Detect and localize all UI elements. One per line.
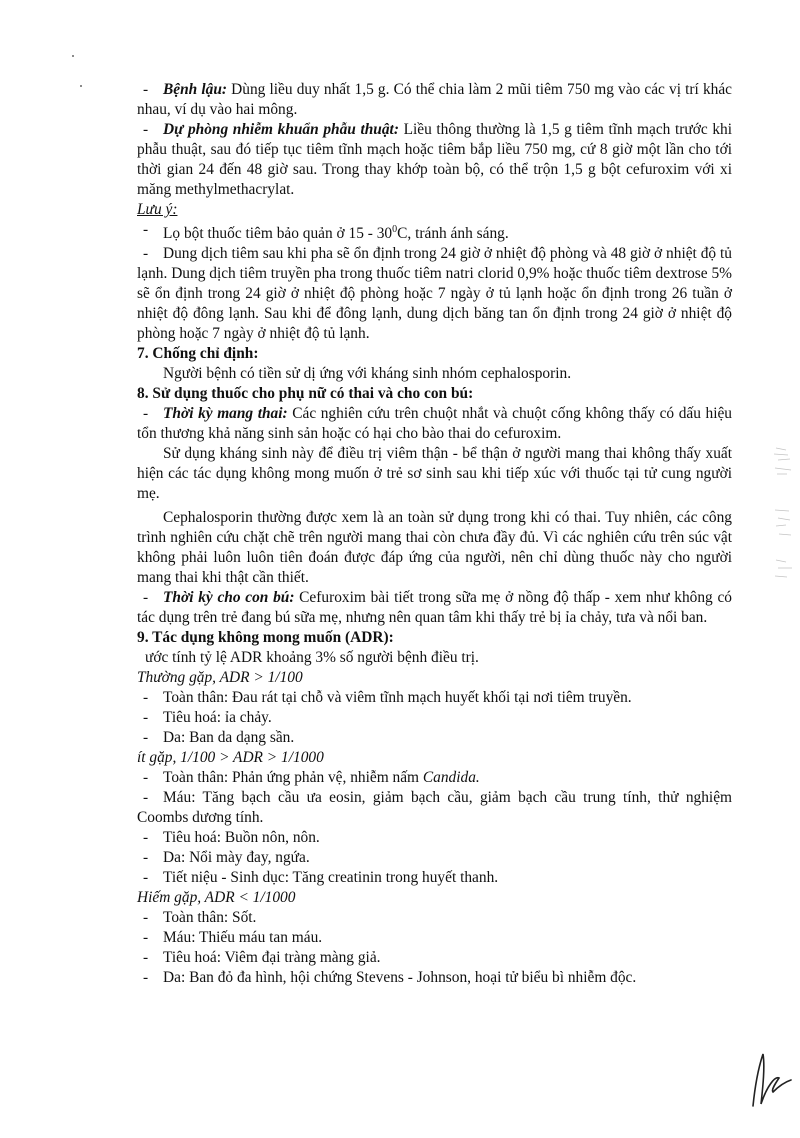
section-8-heading: 8. Sử dụng thuốc cho phụ nữ có thai và cho con bú: <box>137 385 474 403</box>
document-body <box>137 80 732 988</box>
bullet-dash: - <box>143 709 149 727</box>
adr-item <box>137 948 732 968</box>
adr-item-text: Toàn thân: Đau rát tại chỗ và viêm tĩnh mạch huyết khối tại nơi tiêm truyền. <box>163 689 632 707</box>
pregnancy-para-2: Sử dụng kháng sinh này để điều trị viêm thận - bể thận ở người mang thai không thấy xuất hiện các tác dụng không mong muốn ở trẻ sơ sinh sau khi tiếp xúc với thuốc tại tử cung người mẹ. <box>137 445 732 503</box>
note-stability-text: Dung dịch tiêm sau khi pha sẽ ổn định trong 24 giờ ở nhiệt độ phòng và 48 giờ ở nhiệt độ tủ lạnh. Dung dịch tiêm truyền pha trong thuốc tiêm natri clorid 0,9% hoặc thuốc tiêm dextrose 5% sẽ ổn định trong 24 giờ ở nhiệt độ phòng hoặc 7 ngày ở tủ lạnh hoặc ổn định trong 26 tuần ở nhiệt độ đông lạnh. Sau khi để đông lạnh, dung dịch băng tan ổn định trong 24 giờ ở nhiệt độ phòng hoặc 7 ngày ở nhiệt độ tủ lạnh. <box>137 245 732 343</box>
adr-item-text: Tiêu hoá: ỉa chảy. <box>163 709 272 727</box>
adr-item-text: Toàn thân: Phản ứng phản vệ, nhiễm nấm <box>163 769 423 787</box>
text-lactation: Cefuroxim bài tiết trong sữa mẹ ở nồng độ thấp - xem như không có tác dụng trên trẻ đang bú sữa mẹ, nhưng nên quan tâm khi thấy trẻ bị ỉa chảy, tưa và nổi ban. <box>137 589 732 627</box>
adr-item <box>137 928 732 948</box>
dosage-surgical-prophylaxis <box>137 120 732 200</box>
freq-uncommon-heading: ít gặp, 1/100 > ADR > 1/1000 <box>137 749 324 767</box>
pregnancy-para <box>137 404 732 444</box>
adr-item <box>137 868 732 888</box>
scan-speck <box>72 55 74 57</box>
bullet-dash: - <box>143 245 149 263</box>
adr-item <box>137 828 732 848</box>
freq-common-heading: Thường gặp, ADR > 1/100 <box>137 669 303 687</box>
bullet-dash: - <box>143 789 149 807</box>
bullet-dash: - <box>143 589 149 607</box>
term-pregnancy: Thời kỳ mang thai: <box>163 405 288 423</box>
note-storage-b: C, tránh ánh sáng. <box>397 225 509 243</box>
term-lactation: Thời kỳ cho con bú: <box>163 589 295 607</box>
bullet-dash: - <box>143 929 149 947</box>
adr-item <box>137 788 732 828</box>
adr-item <box>137 728 732 748</box>
note-heading <box>137 200 732 220</box>
adr-item-text: Da: Ban đỏ đa hình, hội chứng Stevens - Johnson, hoại tử biểu bì nhiễm độc. <box>163 969 637 987</box>
text-surgical-prophylaxis: Liều thông thường là 1,5 g tiêm tĩnh mạch trước khi phẫu thuật, sau đó tiếp tục tiêm tĩnh mạch hoặc tiêm bắp liều 750 mg, cứ 8 giờ một lần cho tới thời gian 24 đến 48 giờ sau. Trong thay khớp toàn bộ, có thể trộn 1,5 g bột cefuroxim với xi măng methylmethacrylat. <box>137 121 732 198</box>
bullet-dash: - <box>143 81 149 98</box>
signature-mark <box>745 1046 795 1116</box>
bullet-dash: - <box>143 949 149 967</box>
freq-rare-heading: Hiếm gặp, ADR < 1/1000 <box>137 889 296 907</box>
section-7-heading: 7. Chống chỉ định: <box>137 345 259 363</box>
note-storage <box>137 220 732 244</box>
adr-item-text: Máu: Tăng bạch cầu ưa eosin, giảm bạch cầu, giảm bạch cầu trung tính, thử nghiệm Coombs dương tính. <box>137 789 732 827</box>
section-7-text: Người bệnh có tiền sử dị ứng với kháng sinh nhóm cephalosporin. <box>163 365 572 383</box>
edge-stamp-mark <box>770 440 798 590</box>
adr-item <box>137 968 732 988</box>
bullet-dash: - <box>143 829 149 847</box>
text-pregnancy: Các nghiên cứu trên chuột nhắt và chuột cống không thấy có dấu hiệu tổn thương khả năng sinh sản hoặc có hại cho bào thai do cefuroxim. <box>137 405 732 443</box>
bullet-dash: - <box>143 969 149 987</box>
adr-item <box>137 768 732 788</box>
bullet-dash: - <box>143 405 149 423</box>
bullet-dash: - <box>143 221 149 238</box>
adr-item <box>137 688 732 708</box>
note-label: Lưu ý: <box>137 201 178 218</box>
note-stability <box>137 244 732 344</box>
text-gonorrhea: Dùng liều duy nhất 1,5 g. Có thể chia làm 2 mũi tiêm 750 mg vào các vị trí khác nhau, ví dụ vào hai mông. <box>137 81 732 118</box>
section-9-heading: 9. Tác dụng không mong muốn (ADR): <box>137 629 394 647</box>
adr-item-text: Máu: Thiếu máu tan máu. <box>163 929 323 947</box>
adr-item <box>137 848 732 868</box>
adr-item-text: Toàn thân: Sốt. <box>163 909 257 927</box>
scan-speck <box>80 85 82 87</box>
bullet-dash: - <box>143 689 149 707</box>
bullet-dash: - <box>143 869 149 887</box>
bullet-dash: - <box>143 769 149 787</box>
adr-item <box>137 708 732 728</box>
dosage-gonorrhea <box>137 80 732 120</box>
bullet-dash: - <box>143 909 149 927</box>
adr-item-text: Tiêu hoá: Viêm đại tràng màng giả. <box>163 949 381 967</box>
adr-item-italic: Candida. <box>422 769 480 787</box>
term-surgical-prophylaxis: Dự phòng nhiễm khuẩn phẫu thuật: <box>163 121 399 138</box>
adr-item-text: Tiêu hoá: Buồn nôn, nôn. <box>163 829 320 847</box>
bullet-dash: - <box>143 121 149 138</box>
adr-item-text: Da: Nổi mày đay, ngứa. <box>163 849 310 867</box>
term-gonorrhea: Bệnh lậu: <box>163 81 228 98</box>
adr-item-text: Da: Ban da dạng sần. <box>163 729 295 747</box>
lactation-para <box>137 588 732 628</box>
bullet-dash: - <box>143 729 149 747</box>
section-9-intro: ước tính tỷ lệ ADR khoảng 3% số người bệnh điều trị. <box>145 649 479 667</box>
pregnancy-para-3: Cephalosporin thường được xem là an toàn sử dụng trong khi có thai. Tuy nhiên, các công trình nghiên cứu chặt chẽ trên người mang thai còn chưa đầy đủ. Vì các nghiên cứu trên súc vật không phải luôn luôn tiên đoán được đáp ứng của người, nên chỉ dùng thuốc này cho người mang thai khi thật cần thiết. <box>137 509 732 587</box>
adr-item <box>137 908 732 928</box>
note-storage-a: Lọ bột thuốc tiêm bảo quản ở 15 - 30 <box>163 225 393 243</box>
degree-sup: 0 <box>392 224 398 235</box>
bullet-dash: - <box>143 849 149 867</box>
adr-item-text: Tiết niệu - Sinh dục: Tăng creatinin trong huyết thanh. <box>163 869 499 887</box>
